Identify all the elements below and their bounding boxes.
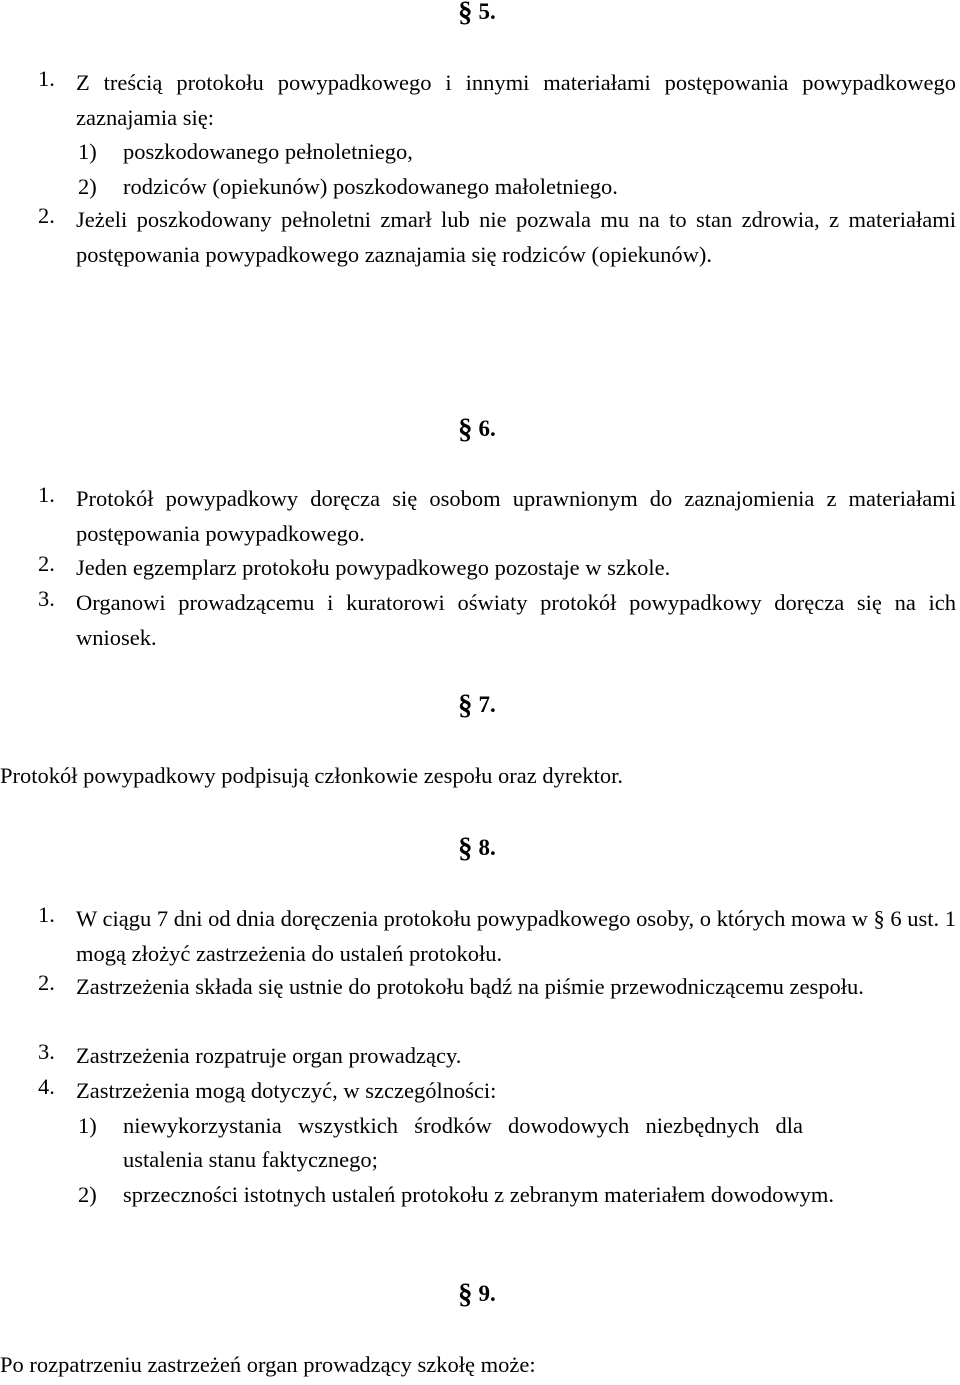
section-sign: § xyxy=(458,1278,473,1310)
item-number: 3. xyxy=(38,586,55,611)
s8-item-2 xyxy=(38,970,956,1005)
item-number: 2. xyxy=(38,203,55,228)
section-sign: § xyxy=(458,0,473,28)
sub-item-number: 1) xyxy=(78,139,97,164)
sub-item xyxy=(78,1178,956,1213)
item-text: Jeden egzemplarz protokołu powypadkowego pozostaje w szkole. xyxy=(76,555,671,580)
sub-item xyxy=(78,1109,956,1178)
sub-item-number: 2) xyxy=(78,1181,97,1207)
s6-item-2 xyxy=(38,551,956,586)
item-number: 4. xyxy=(38,1074,55,1099)
s9-text: Po rozpatrzeniu zastrzeżeń organ prowadzący szkołę może: xyxy=(0,1352,536,1377)
section-sign: § xyxy=(458,689,473,721)
s8-item-4 xyxy=(38,1074,956,1212)
item-number: 2. xyxy=(38,970,55,995)
section-heading-6: § 6. xyxy=(458,413,496,445)
sub-item-text: sprzeczności istotnych ustaleń protokołu z zebranym materiałem dowodowym. xyxy=(123,1181,835,1207)
sub-list xyxy=(78,1109,956,1213)
s6-item-1 xyxy=(38,482,956,551)
sub-item-number: 2) xyxy=(78,173,97,199)
item-text: Organowi prowadzącemu i kuratorowi oświaty protokół powypadkowy doręcza się na ich wniosek. xyxy=(76,590,956,650)
section-sign: § xyxy=(458,832,473,864)
item-number: 3. xyxy=(38,1039,55,1064)
section-sign: § xyxy=(458,413,473,445)
sub-item xyxy=(78,135,956,170)
item-number: 1. xyxy=(38,902,55,927)
section-heading-9: § 9. xyxy=(458,1278,496,1310)
section-heading-7: § 7. xyxy=(458,689,496,721)
item-number: 1. xyxy=(38,66,55,91)
sub-item-text: poszkodowanego pełnoletniego, xyxy=(123,139,413,164)
s5-item-2 xyxy=(38,203,956,272)
sub-list xyxy=(78,135,956,204)
item-text: Jeżeli poszkodowany pełnoletni zmarł lub nie pozwala mu na to stan zdrowia, z materiałami postępowania powypadkowego zaznajamia się rodziców (opiekunów). xyxy=(76,207,956,267)
sub-item-text: rodziców (opiekunów) poszkodowanego małoletniego. xyxy=(123,173,618,199)
section-heading-8: § 8. xyxy=(458,832,496,864)
item-text: W ciągu 7 dni od dnia doręczenia protokołu powypadkowego osoby, o których mowa w § 6 ust. 1 mogą złożyć zastrzeżenia do ustaleń protokołu. xyxy=(76,906,956,966)
sub-item-text: niewykorzystania wszystkich środków dowodowych niezbędnych dla ustalenia stanu faktycznego; xyxy=(123,1112,803,1172)
s8-item-3 xyxy=(38,1039,956,1074)
section-heading-5: § 5. xyxy=(458,0,496,29)
s8-item-1 xyxy=(38,902,956,971)
s5-item-1 xyxy=(38,66,956,204)
item-number: 2. xyxy=(38,551,55,576)
sub-item xyxy=(78,170,956,205)
s6-item-3 xyxy=(38,586,956,655)
item-text: Zastrzeżenia składa się ustnie do protokołu bądź na piśmie przewodniczącemu zespołu. xyxy=(76,974,864,999)
item-text: Protokół powypadkowy doręcza się osobom uprawnionym do zaznajomienia z materiałami postępowania powypadkowego. xyxy=(76,486,956,546)
item-text: Zastrzeżenia mogą dotyczyć, w szczególności: xyxy=(76,1078,497,1103)
item-text: Zastrzeżenia rozpatruje organ prowadzący. xyxy=(76,1043,462,1068)
sub-item-number: 1) xyxy=(78,1112,97,1138)
item-number: 1. xyxy=(38,482,55,507)
item-text: Z treścią protokołu powypadkowego i innymi materiałami postępowania powypadkowego zaznajamia się: xyxy=(76,70,956,130)
s7-text: Protokół powypadkowy podpisują członkowie zespołu oraz dyrektor. xyxy=(0,763,624,788)
